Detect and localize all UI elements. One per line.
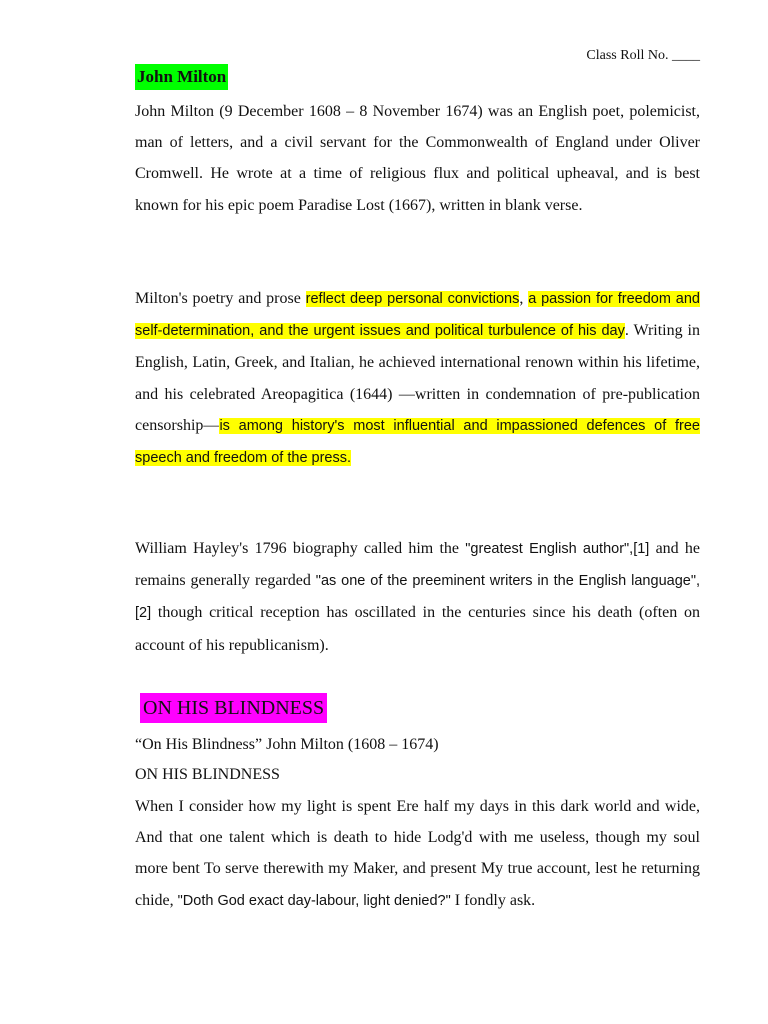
p2-text-2: , xyxy=(519,290,529,307)
p2-text-1: Milton's poetry and prose xyxy=(135,290,306,307)
document-page xyxy=(135,0,700,1024)
paragraph-intro: John Milton (9 December 1608 – 8 November 1674) was an English poet, polemicist, man of letters, and a civil servant for the Commonwealth of England under Oliver Cromwell. He wrote at a time of religious flux and political upheaval, and is best known for his epic poem Paradise Lost (1667), written in blank verse. xyxy=(135,103,700,214)
p3-text-3: though critical reception has oscillated in the centuries since his death (often on account of his republicanism). xyxy=(135,604,700,654)
poem-text xyxy=(135,791,700,917)
p3-text-2: and he remains generally regarded xyxy=(135,540,701,590)
poem-quote: "Doth God exact day-labour, light denied?" xyxy=(177,892,451,909)
poem-text-end: I fondly ask. xyxy=(450,891,536,909)
document-title: John Milton xyxy=(135,64,228,90)
class-roll-number: Class Roll No. ____ xyxy=(586,48,700,63)
highlight-areopagitica: is among history's most influential and impassioned defences of free speech and freedom of the press. xyxy=(135,417,700,467)
p3-quote-greatest-author: "greatest English author",[1] xyxy=(465,541,650,557)
highlight-convictions: reflect deep personal convictions xyxy=(305,291,520,307)
p3-quote-preeminent-writers: "as one of the preeminent writers in the English language",[2] xyxy=(135,573,700,622)
poem-heading: ON HIS BLINDNESS xyxy=(140,693,327,723)
poem-title: ON HIS BLINDNESS xyxy=(135,766,280,783)
p2-text-3: . Writing in English, Latin, Greek, and Italian, he achieved international renown within his lifetime, and his celebrated Areopagitica (1644) —written in condemnation of pre-publication censorship— xyxy=(135,322,700,434)
paragraph-poetry-prose xyxy=(135,283,700,474)
poem-text-start: When I consider how my light is spent Ere half my days in this dark world and wide, And that one talent which is death to hide Lodg'd with me useless, though my soul more bent To serve therewith my Maker, and present My true account, lest he returning chide, xyxy=(135,798,700,909)
paragraph-reception xyxy=(135,533,700,661)
highlight-passion-freedom: a passion for freedom and self-determination, and the urgent issues and political turbulence of his day xyxy=(135,291,700,340)
p3-text-1: William Hayley's 1796 biography called him the xyxy=(135,540,466,557)
poem-byline: “On His Blindness” John Milton (1608 – 1674) xyxy=(135,736,439,753)
